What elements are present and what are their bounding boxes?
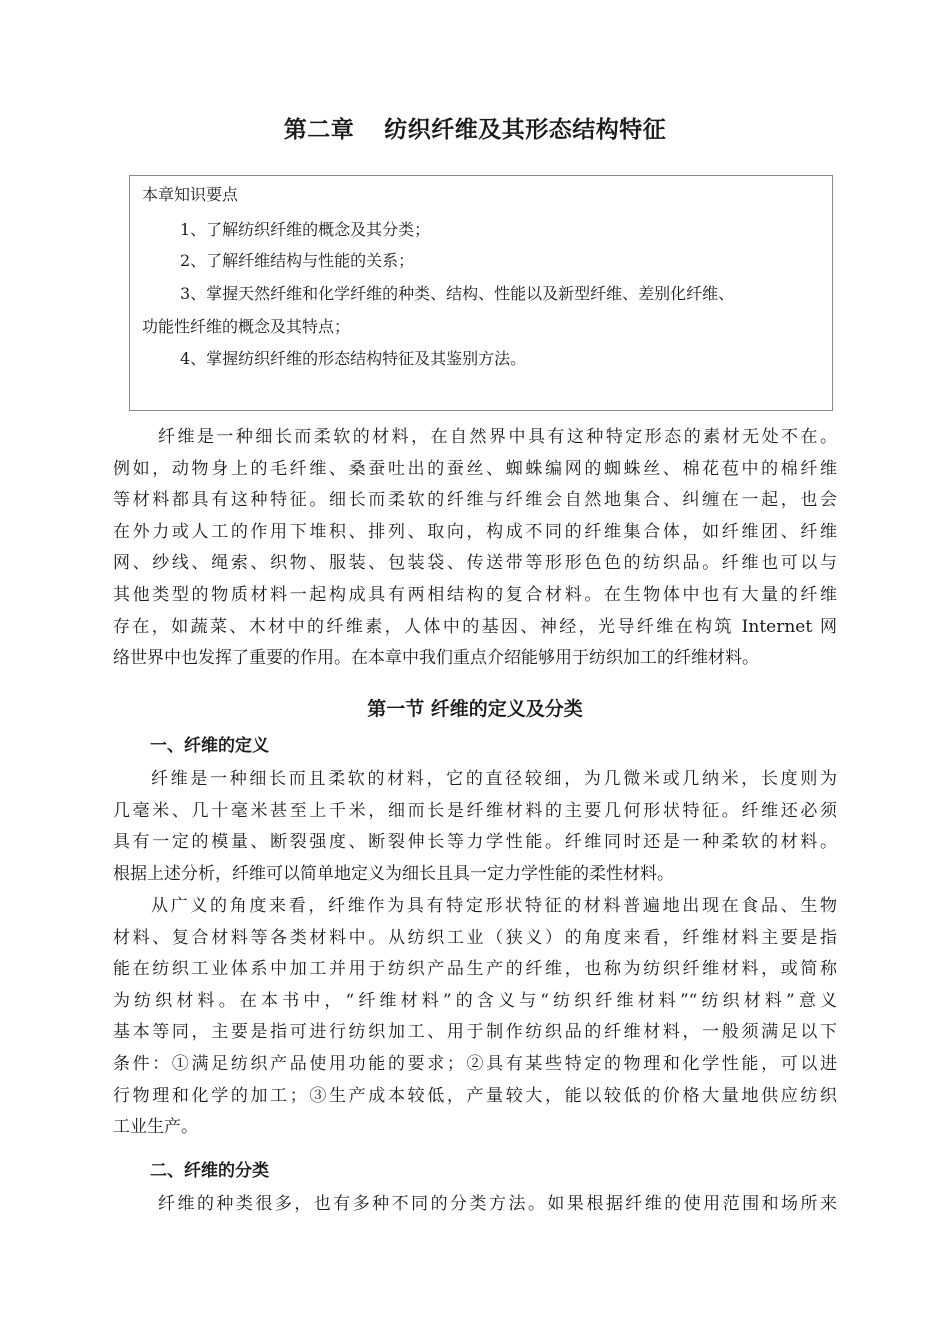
key-point-item: 功能性纤维的概念及其特点；: [142, 317, 351, 336]
paragraph-line: 其他类型的物质材料一起构成具有两相结构的复合材料。在生物体中也有大量的纤维: [113, 584, 837, 605]
paragraph-line: 具有一定的模量、断裂强度、断裂伸长等力学性能。纤维同时还是一种柔软的材料。: [113, 832, 837, 853]
paragraph-line: 纤维是一种细长而柔软的材料，在自然界中具有这种特定形态的素材无处不在。: [158, 427, 837, 447]
key-point-item: 4、掌握纺织纤维的形态结构特征及其鉴别方法。: [180, 349, 527, 368]
paragraph-line: 等材料都具有这种特征。细长而柔软的纤维与纤维会自然地集合、纠缠在一起，也会: [113, 490, 837, 511]
paragraph-line: 条件：①满足纺织产品使用功能的要求；②具有某些特定的物理和化学性能，可以进: [113, 1053, 837, 1074]
paragraph-line: 纤维的种类很多，也有多种不同的分类方法。如果根据纤维的使用范围和场所来: [158, 1194, 837, 1214]
paragraph-line: 纤维是一种细长而且柔软的材料，它的直径较细，为几微米或几纳米，长度则为: [151, 769, 837, 789]
chapter-number: 第二章: [283, 117, 355, 143]
paragraph-line: 例如，动物身上的毛纤维、桑蚕吐出的蚕丝、蜘蛛编网的蜘蛛丝、棉花苞中的棉纤维: [113, 458, 837, 479]
definition-paragraph-1: [113, 764, 837, 890]
subsection-title-classification: 二、纤维的分类: [150, 1161, 269, 1181]
paragraph-line: 络世界中也发挥了重要的作用。在本章中我们重点介绍能够用于纺织加工的纤维材料。: [113, 648, 759, 669]
intro-paragraph: [113, 422, 837, 675]
classification-paragraph: [113, 1189, 837, 1221]
paragraph-line: 为纺织材料。在本书中，“纤维材料”的含义与“纺织纤维材料”“纺织材料”意义: [113, 990, 837, 1011]
paragraph-line: 工业生产。: [113, 1117, 198, 1138]
paragraph-line: 根据上述分析，纤维可以简单地定义为细长且具一定力学性能的柔性材料。: [113, 863, 674, 884]
paragraph-line: 基本等同，主要是指可进行纺织加工、用于制作纺织品的纤维材料，一般须满足以下: [113, 1022, 837, 1043]
key-points-heading: 本章知识要点: [142, 185, 239, 204]
key-point-item: 2、了解纤维结构与性能的关系；: [180, 251, 415, 270]
paragraph-line: 材料、复合材料等各类材料中。从纺织工业（狭义）的角度来看，纤维材料主要是指: [113, 927, 837, 948]
chapter-title: [0, 114, 950, 146]
paragraph-line: 几毫米、几十毫米甚至上千米，细而长是纤维材料的主要几何形状特征。纤维还必须: [113, 800, 837, 821]
definition-paragraph-2: [113, 891, 837, 1144]
key-point-item: 1、了解纺织纤维的概念及其分类；: [180, 220, 431, 239]
key-point-item: 3、掌握天然纤维和化学纤维的种类、结构、性能以及新型纤维、差别化纤维、: [180, 284, 735, 303]
paragraph-line: 存在，如蔬菜、木材中的纤维素，人体中的基因、神经，光导纤维在构筑 Internet 网: [113, 616, 837, 637]
paragraph-line: 在外力或人工的作用下堆积、排列、取向，构成不同的纤维集合体，如纤维团、纤维: [113, 521, 837, 542]
key-points-box: [129, 175, 833, 411]
paragraph-line: 行物理和化学的加工；③生产成本较低，产量较大，能以较低的价格大量地供应纺织: [113, 1085, 837, 1106]
subsection-title-definition: 一、纤维的定义: [150, 736, 269, 756]
section-title: 第一节 纤维的定义及分类: [367, 698, 583, 720]
chapter-name: 纺织纤维及其形态结构特征: [384, 117, 667, 143]
paragraph-line: 能在纺织工业体系中加工并用于纺织产品生产的纤维，也称为纺织纤维材料，或简称: [113, 959, 837, 980]
paragraph-line: 网、纱线、绳索、织物、服装、包装袋、传送带等形形色色的纺织品。纤维也可以与: [113, 553, 837, 574]
paragraph-line: 从广义的角度来看，纤维作为具有特定形状特征的材料普遍地出现在食品、生物: [151, 896, 837, 916]
